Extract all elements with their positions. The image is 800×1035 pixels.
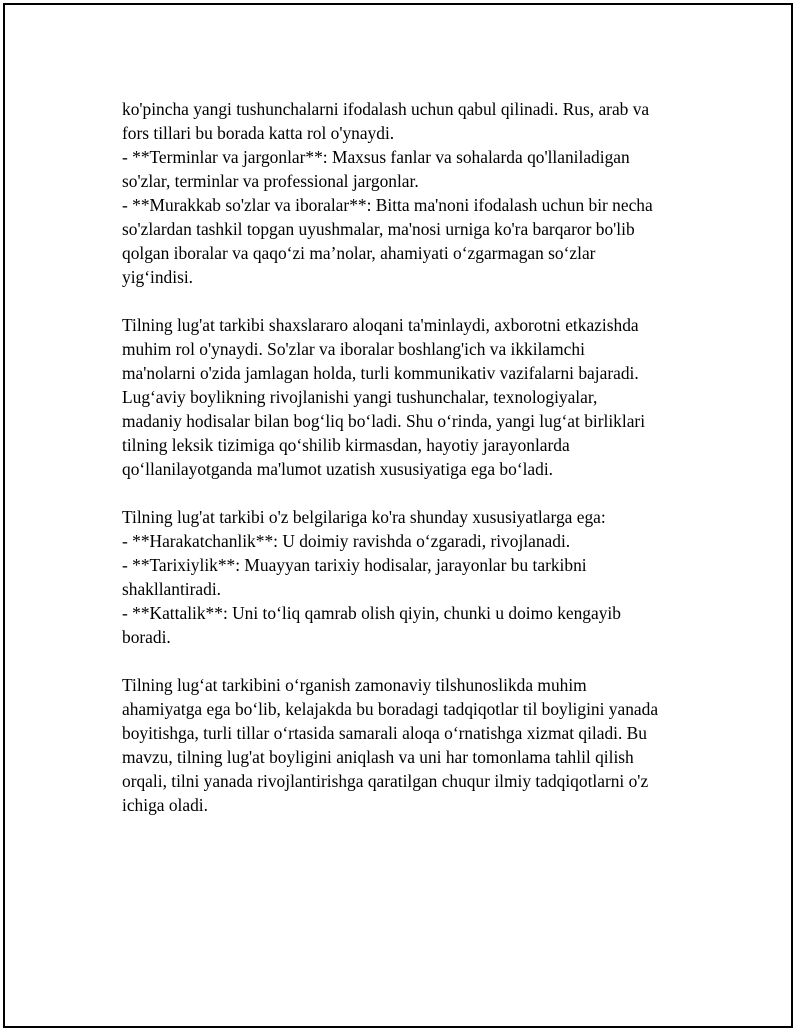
- text-line: so'zlar, terminlar va professional jargonlar.: [122, 171, 419, 191]
- text-line: - **Terminlar va jargonlar**: Maxsus fanlar va sohalarda qo'llaniladigan: [122, 147, 630, 167]
- paragraph-2: [122, 313, 702, 481]
- text-line: mavzu, tilning lug'at boyligini aniqlash va uni har tomonlama tahlil qilish: [122, 747, 634, 767]
- text-line: Tilning lug‘at tarkibini o‘rganish zamonaviy tilshunoslikda muhim: [122, 675, 587, 695]
- text-line: boyitishga, turli tillar o‘rtasida samarali aloqa o‘rnatishga xizmat qiladi. Bu: [122, 723, 647, 743]
- text-line: ichiga oladi.: [122, 795, 208, 815]
- text-line: - **Tarixiylik**: Muayyan tarixiy hodisalar, jarayonlar bu tarkibni: [122, 555, 587, 575]
- text-line: ahamiyatga ega bo‘lib, kelajakda bu boradagi tadqiqotlar til boyligini yanada: [122, 699, 659, 719]
- text-line: ma'nolarni o'zida jamlagan holda, turli kommunikativ vazifalarni bajaradi.: [122, 363, 639, 383]
- text-line: muhim rol o'ynaydi. So'zlar va iboralar boshlang'ich va ikkilamchi: [122, 339, 585, 359]
- text-line: fors tillari bu borada katta rol o'ynaydi.: [122, 123, 395, 143]
- text-line: - **Harakatchanlik**: U doimiy ravishda o‘zgaradi, rivojlanadi.: [122, 531, 571, 551]
- text-line: qo‘llanilayotganda ma'lumot uzatish xususiyatiga ega bo‘ladi.: [122, 459, 554, 479]
- document-body: [122, 97, 702, 841]
- text-line: orqali, tilni yanada rivojlantirishga qaratilgan chuqur ilmiy tadqiqotlarni o'z: [122, 771, 649, 791]
- text-line: madaniy hodisalar bilan bog‘liq bo‘ladi. Shu o‘rinda, yangi lug‘at birliklari: [122, 411, 646, 431]
- text-line: qolgan iboralar va qaqo‘zi ma’nolar, ahamiyati o‘zgarmagan so‘zlar: [122, 243, 596, 263]
- paragraph-1: [122, 97, 702, 289]
- text-line: ko'pincha yangi tushunchalarni ifodalash uchun qabul qilinadi. Rus, arab va: [122, 99, 650, 119]
- text-line: Tilning lug'at tarkibi o'z belgilariga ko'ra shunday xususiyatlarga ega:: [122, 507, 606, 527]
- text-line: so'zlardan tashkil topgan uyushmalar, ma'nosi urniga ko'ra barqaror bo'lib: [122, 219, 635, 239]
- text-line: yig‘indisi.: [122, 267, 194, 287]
- page-frame: [3, 3, 793, 1028]
- text-line: shakllantiradi.: [122, 579, 222, 599]
- text-line: - **Murakkab so'zlar va iboralar**: Bitta ma'noni ifodalash uchun bir necha: [122, 195, 653, 215]
- paragraph-4: [122, 673, 702, 817]
- text-line: Tilning lug'at tarkibi shaxslararo aloqani ta'minlaydi, axborotni etkazishda: [122, 315, 639, 335]
- paragraph-3: [122, 505, 702, 649]
- text-line: - **Kattalik**: Uni to‘liq qamrab olish qiyin, chunki u doimo kengayib: [122, 603, 621, 623]
- text-line: tilning leksik tizimiga qo‘shilib kirmasdan, hayotiy jarayonlarda: [122, 435, 570, 455]
- text-line: Lug‘aviy boylikning rivojlanishi yangi tushunchalar, texnologiyalar,: [122, 387, 598, 407]
- text-line: boradi.: [122, 627, 171, 647]
